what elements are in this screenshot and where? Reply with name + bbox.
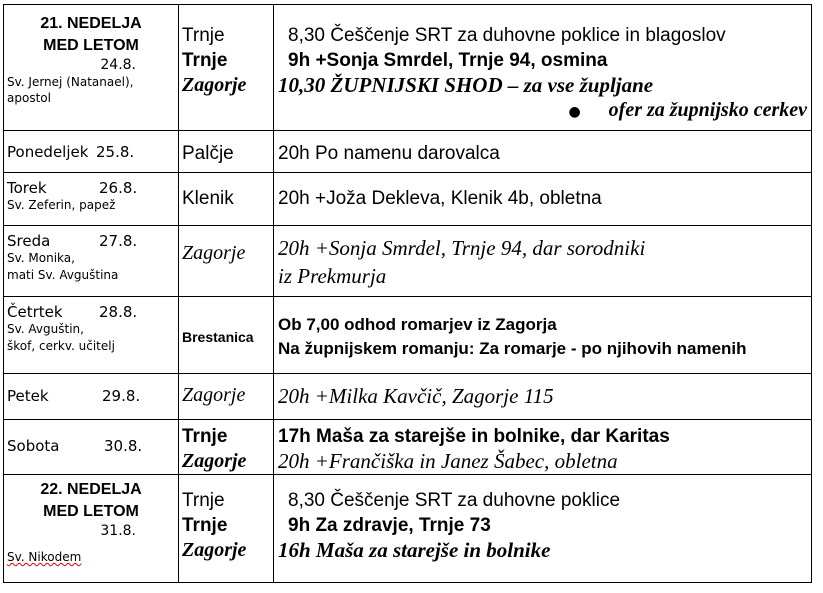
place-cell bbox=[179, 297, 274, 374]
date: 25.8. bbox=[96, 143, 135, 161]
place: Trnje bbox=[182, 515, 228, 536]
date: 31.8. bbox=[100, 523, 136, 539]
offering-note bbox=[274, 98, 811, 125]
event-text: ofer za župnijsko cerkev bbox=[608, 99, 807, 121]
event-text: 8,30 Češčenje SRT za duhovne poklice in blagoslov bbox=[288, 25, 726, 46]
event-cell bbox=[274, 475, 812, 583]
place: Zagorje bbox=[182, 74, 247, 96]
place: Trnje bbox=[182, 426, 228, 447]
event-text: 9h +Sonja Smrdel, Trnje 94, osmina bbox=[288, 50, 608, 71]
place-cell bbox=[179, 420, 274, 475]
day-cell bbox=[4, 374, 179, 420]
mass-schedule-table bbox=[3, 4, 812, 583]
event-text: 20h +Milka Kavčič, Zagorje 115 bbox=[278, 384, 554, 408]
sunday-title-line: 21. NEDELJA bbox=[40, 15, 142, 32]
table-row bbox=[4, 297, 812, 374]
place: Brestanica bbox=[182, 329, 254, 345]
day-name: Petek bbox=[7, 387, 49, 405]
bullet-icon: ● bbox=[568, 104, 581, 120]
day-cell bbox=[4, 297, 179, 374]
event-cell bbox=[274, 131, 812, 173]
place-cell bbox=[179, 5, 274, 131]
table-row bbox=[4, 374, 812, 420]
day-name: Četrtek bbox=[7, 303, 63, 321]
sunday-title-line: MED LETOM bbox=[43, 503, 139, 520]
event-text: 20h +Joža Dekleva, Klenik 4b, obletna bbox=[278, 188, 602, 209]
day-name: Sobota bbox=[7, 437, 60, 455]
place: Trnje bbox=[182, 50, 228, 71]
event-text: 20h Po namenu darovalca bbox=[278, 143, 500, 164]
place: Trnje bbox=[182, 25, 225, 46]
table-row bbox=[4, 226, 812, 297]
place-cell bbox=[179, 226, 274, 297]
table-row bbox=[4, 5, 812, 131]
day-cell bbox=[4, 5, 179, 131]
place: Zagorje bbox=[182, 450, 247, 472]
event-text: 16h Maša za starejše in bolnike bbox=[278, 538, 551, 562]
place: Klenik bbox=[182, 188, 234, 209]
place: Palčje bbox=[182, 143, 234, 164]
event-cell bbox=[274, 374, 812, 420]
day-cell bbox=[4, 226, 179, 297]
place: Zagorje bbox=[182, 242, 246, 264]
table-row bbox=[4, 475, 812, 583]
event-cell bbox=[274, 226, 812, 297]
event-text: 8,30 Češčenje SRT za duhovne poklice bbox=[288, 490, 621, 511]
day-name: Sreda bbox=[7, 232, 51, 250]
event-cell bbox=[274, 173, 812, 226]
place: Zagorje bbox=[182, 384, 246, 406]
place-cell bbox=[179, 374, 274, 420]
place: Trnje bbox=[182, 490, 225, 511]
place-cell bbox=[179, 173, 274, 226]
day-cell bbox=[4, 173, 179, 226]
table-row bbox=[4, 173, 812, 226]
date: 28.8. bbox=[99, 303, 138, 321]
day-name: Ponedeljek bbox=[7, 143, 89, 161]
day-name: Torek bbox=[7, 179, 47, 197]
place-cell bbox=[179, 131, 274, 173]
saint-name: mati Sv. Avguština bbox=[7, 268, 119, 282]
event-cell bbox=[274, 420, 812, 475]
sunday-title-line: 22. NEDELJA bbox=[40, 481, 142, 498]
place: Zagorje bbox=[182, 539, 247, 561]
event-text: Na župnijskem romanju: Za romarje - po njihovih namenih bbox=[278, 339, 747, 358]
event-cell bbox=[274, 297, 812, 374]
event-text: 17h Maša za starejše in bolnike, dar Karitas bbox=[278, 426, 670, 447]
saint-name: Sv. Jernej (Natanael), bbox=[7, 75, 134, 89]
date: 24.8. bbox=[100, 57, 136, 73]
day-cell bbox=[4, 420, 179, 475]
date: 30.8. bbox=[104, 437, 143, 455]
saint-name: škof, cerkv. učitelj bbox=[7, 339, 115, 353]
saint-name: Sv. Nikodem bbox=[7, 550, 82, 564]
date: 26.8. bbox=[99, 179, 138, 197]
day-cell bbox=[4, 131, 179, 173]
table-row bbox=[4, 420, 812, 475]
event-text: 20h +Frančiška in Janez Šabec, obletna bbox=[278, 449, 618, 473]
sunday-title-line: MED LETOM bbox=[43, 37, 139, 54]
saint-name: Sv. Zeferin, papež bbox=[7, 198, 116, 212]
event-cell bbox=[274, 5, 812, 131]
saint-name: Sv. Avguštin, bbox=[7, 322, 84, 336]
event-text: iz Prekmurja bbox=[278, 264, 387, 288]
table-row bbox=[4, 131, 812, 173]
place-cell bbox=[179, 475, 274, 583]
date: 29.8. bbox=[102, 387, 141, 405]
date: 27.8. bbox=[99, 232, 138, 250]
event-text: 9h Za zdravje, Trnje 73 bbox=[288, 515, 491, 536]
event-text: 20h +Sonja Smrdel, Trnje 94, dar sorodniki bbox=[278, 236, 646, 260]
saint-name: apostol bbox=[7, 91, 51, 105]
event-text: Ob 7,00 odhod romarjev iz Zagorja bbox=[278, 315, 557, 334]
day-cell bbox=[4, 475, 179, 583]
event-text: 10,30 ŽUPNIJSKI SHOD – za vse župljane bbox=[278, 73, 654, 97]
saint-name: Sv. Monika, bbox=[7, 251, 75, 265]
